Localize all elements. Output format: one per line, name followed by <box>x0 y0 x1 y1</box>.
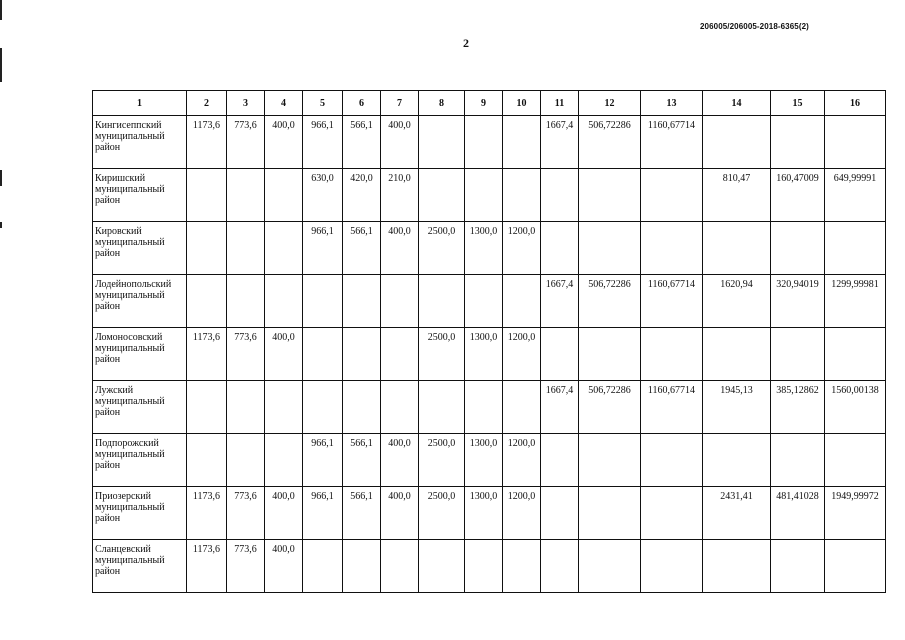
value-cell <box>541 169 579 222</box>
value-cell: 400,0 <box>265 328 303 381</box>
district-name-cell: Подпорожский муниципальный район <box>93 434 187 487</box>
value-cell <box>265 381 303 434</box>
value-cell: 1299,99981 <box>825 275 886 328</box>
value-cell: 566,1 <box>343 222 381 275</box>
column-header: 9 <box>465 91 503 116</box>
district-name-cell: Лужский муниципальный район <box>93 381 187 434</box>
value-cell <box>381 275 419 328</box>
value-cell <box>825 434 886 487</box>
value-cell: 773,6 <box>227 487 265 540</box>
value-cell: 1200,0 <box>503 222 541 275</box>
value-cell <box>227 169 265 222</box>
column-header: 7 <box>381 91 419 116</box>
column-header: 4 <box>265 91 303 116</box>
value-cell: 385,12862 <box>771 381 825 434</box>
value-cell: 1160,67714 <box>641 116 703 169</box>
value-cell <box>825 540 886 593</box>
value-cell <box>771 116 825 169</box>
value-cell <box>579 434 641 487</box>
value-cell: 320,94019 <box>771 275 825 328</box>
column-header: 1 <box>93 91 187 116</box>
column-header: 3 <box>227 91 265 116</box>
value-cell <box>541 222 579 275</box>
value-cell: 2431,41 <box>703 487 771 540</box>
value-cell: 1667,4 <box>541 116 579 169</box>
value-cell <box>579 540 641 593</box>
table-row <box>93 169 886 222</box>
value-cell <box>303 275 343 328</box>
column-header: 16 <box>825 91 886 116</box>
value-cell <box>265 169 303 222</box>
value-cell <box>265 275 303 328</box>
value-cell <box>381 540 419 593</box>
value-cell <box>227 275 265 328</box>
value-cell: 1173,6 <box>187 116 227 169</box>
value-cell <box>343 328 381 381</box>
column-header: 11 <box>541 91 579 116</box>
value-cell: 400,0 <box>381 116 419 169</box>
value-cell: 506,72286 <box>579 381 641 434</box>
margin-mark <box>0 48 2 82</box>
table-row <box>93 275 886 328</box>
value-cell <box>703 116 771 169</box>
value-cell: 1945,13 <box>703 381 771 434</box>
value-cell: 1173,6 <box>187 487 227 540</box>
value-cell <box>541 328 579 381</box>
value-cell <box>227 222 265 275</box>
value-cell: 566,1 <box>343 116 381 169</box>
margin-mark <box>0 0 2 20</box>
value-cell <box>703 222 771 275</box>
value-cell: 1200,0 <box>503 328 541 381</box>
value-cell: 649,99991 <box>825 169 886 222</box>
value-cell <box>641 222 703 275</box>
district-name-cell: Киришский муниципальный район <box>93 169 187 222</box>
value-cell <box>465 540 503 593</box>
value-cell: 2500,0 <box>419 328 465 381</box>
column-header: 10 <box>503 91 541 116</box>
value-cell <box>343 381 381 434</box>
value-cell <box>579 487 641 540</box>
table-row <box>93 434 886 487</box>
value-cell: 773,6 <box>227 116 265 169</box>
value-cell: 773,6 <box>227 540 265 593</box>
value-cell <box>641 540 703 593</box>
value-cell <box>419 169 465 222</box>
column-header: 8 <box>419 91 465 116</box>
district-name-cell: Сланцевский муниципальный район <box>93 540 187 593</box>
value-cell: 1300,0 <box>465 487 503 540</box>
value-cell: 810,47 <box>703 169 771 222</box>
value-cell <box>825 116 886 169</box>
value-cell: 2500,0 <box>419 222 465 275</box>
value-cell: 966,1 <box>303 487 343 540</box>
value-cell <box>503 381 541 434</box>
document-id: 206005/206005-2018-6365(2) <box>700 22 809 31</box>
value-cell: 506,72286 <box>579 275 641 328</box>
margin-mark <box>0 222 2 228</box>
value-cell <box>381 328 419 381</box>
value-cell <box>641 434 703 487</box>
value-cell <box>579 222 641 275</box>
value-cell: 481,41028 <box>771 487 825 540</box>
value-cell <box>641 328 703 381</box>
table-row <box>93 381 886 434</box>
value-cell <box>187 222 227 275</box>
table-row <box>93 328 886 381</box>
value-cell: 566,1 <box>343 434 381 487</box>
column-header: 6 <box>343 91 381 116</box>
value-cell <box>641 169 703 222</box>
value-cell <box>541 540 579 593</box>
value-cell: 966,1 <box>303 116 343 169</box>
value-cell <box>465 169 503 222</box>
value-cell <box>419 116 465 169</box>
value-cell <box>503 169 541 222</box>
value-cell <box>503 540 541 593</box>
value-cell: 1200,0 <box>503 487 541 540</box>
value-cell: 1949,99972 <box>825 487 886 540</box>
value-cell <box>419 540 465 593</box>
value-cell <box>343 540 381 593</box>
value-cell: 1620,94 <box>703 275 771 328</box>
value-cell <box>771 328 825 381</box>
value-cell <box>771 222 825 275</box>
value-cell: 966,1 <box>303 222 343 275</box>
value-cell: 400,0 <box>381 222 419 275</box>
value-cell: 400,0 <box>265 487 303 540</box>
value-cell: 1200,0 <box>503 434 541 487</box>
value-cell: 1160,67714 <box>641 275 703 328</box>
value-cell <box>579 328 641 381</box>
table-row <box>93 222 886 275</box>
value-cell: 1560,00138 <box>825 381 886 434</box>
value-cell <box>187 169 227 222</box>
value-cell: 1667,4 <box>541 381 579 434</box>
value-cell <box>419 381 465 434</box>
value-cell: 1173,6 <box>187 540 227 593</box>
value-cell <box>265 434 303 487</box>
value-cell: 1300,0 <box>465 434 503 487</box>
value-cell <box>503 116 541 169</box>
value-cell <box>303 540 343 593</box>
value-cell <box>825 328 886 381</box>
value-cell <box>541 434 579 487</box>
value-cell <box>465 116 503 169</box>
district-name-cell: Кингисеппский муниципальный район <box>93 116 187 169</box>
header-row <box>93 91 886 116</box>
district-name-cell: Ломоносовский муниципальный район <box>93 328 187 381</box>
table-row <box>93 540 886 593</box>
value-cell: 2500,0 <box>419 434 465 487</box>
value-cell <box>825 222 886 275</box>
value-cell <box>503 275 541 328</box>
value-cell <box>227 381 265 434</box>
value-cell: 210,0 <box>381 169 419 222</box>
column-header: 5 <box>303 91 343 116</box>
value-cell <box>465 381 503 434</box>
column-header: 2 <box>187 91 227 116</box>
value-cell <box>541 487 579 540</box>
value-cell <box>187 275 227 328</box>
value-cell: 773,6 <box>227 328 265 381</box>
value-cell <box>703 540 771 593</box>
value-cell <box>641 487 703 540</box>
value-cell <box>771 434 825 487</box>
table-row <box>93 116 886 169</box>
district-name-cell: Кировский муниципальный район <box>93 222 187 275</box>
value-cell: 1300,0 <box>465 222 503 275</box>
value-cell: 2500,0 <box>419 487 465 540</box>
column-header: 12 <box>579 91 641 116</box>
value-cell <box>303 381 343 434</box>
value-cell <box>227 434 265 487</box>
margin-mark <box>0 170 2 186</box>
value-cell: 160,47009 <box>771 169 825 222</box>
value-cell <box>187 381 227 434</box>
value-cell <box>465 275 503 328</box>
column-header: 14 <box>703 91 771 116</box>
district-name-cell: Приозерский муниципальный район <box>93 487 187 540</box>
value-cell: 1160,67714 <box>641 381 703 434</box>
district-name-cell: Лодейнопольский муниципальный район <box>93 275 187 328</box>
column-header: 13 <box>641 91 703 116</box>
value-cell <box>303 328 343 381</box>
page-number: 2 <box>463 36 469 50</box>
value-cell <box>703 434 771 487</box>
value-cell <box>381 381 419 434</box>
value-cell: 1173,6 <box>187 328 227 381</box>
value-cell <box>703 328 771 381</box>
value-cell: 400,0 <box>381 434 419 487</box>
value-cell: 966,1 <box>303 434 343 487</box>
value-cell: 420,0 <box>343 169 381 222</box>
value-cell: 506,72286 <box>579 116 641 169</box>
value-cell: 1300,0 <box>465 328 503 381</box>
value-cell: 400,0 <box>265 116 303 169</box>
value-cell: 400,0 <box>381 487 419 540</box>
value-cell <box>187 434 227 487</box>
value-cell <box>343 275 381 328</box>
value-cell: 566,1 <box>343 487 381 540</box>
value-cell: 1667,4 <box>541 275 579 328</box>
column-header: 15 <box>771 91 825 116</box>
value-cell <box>265 222 303 275</box>
value-cell <box>771 540 825 593</box>
table-row <box>93 487 886 540</box>
data-table <box>92 90 886 593</box>
value-cell <box>579 169 641 222</box>
value-cell: 630,0 <box>303 169 343 222</box>
value-cell: 400,0 <box>265 540 303 593</box>
value-cell <box>419 275 465 328</box>
